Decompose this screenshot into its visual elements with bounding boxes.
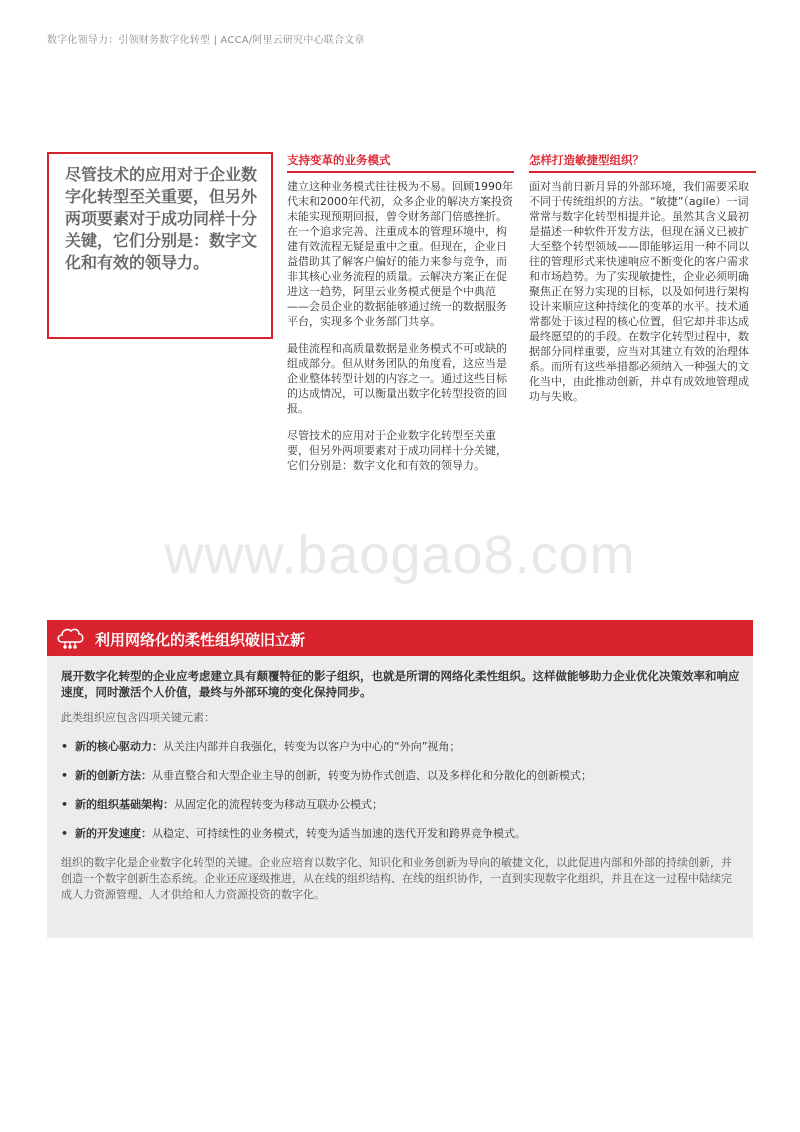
key-elements-list [61,739,741,841]
paragraph: 面对当前日新月异的外部环境，我们需要采取不同于传统组织的方法。“敏捷”（agile）一词常常与数字化转型相提并论。虽然其含义最初是描述一种软件开发方法，但现在涵义已被扩大至整个转型领域——即能够运用一种不同以往的管理形式来快速响应不断变化的客户需求和市场趋势。为了实现敏捷性，企业必须明确聚焦正在努力实现的目标，以及如何进行架构设计来顺应这种持续化的变革的水平。技术通常都处于该过程的核心位置，但它却并非达成最终愿望的的手段。在数字化转型过程中，数据部分同样重要，应当对其建立有效的治理体系。而所有这些举措都必须纳入一种强大的文化当中，由此推动创新，并卓有成效地管理成功与失败。 [529,180,749,403]
paragraph: 建立这种业务模式往往极为不易。回顾1990年代末和2000年代初，众多企业的解决方案投资未能实现预期回报，曾令财务部门倍感挫折。在一个追求完善、注重成本的管理环境中，构建有效流程无疑是重中之重。但现在，企业日益借助其了解客户偏好的能力来参与竞争，而非其核心业务流程的质量。云解决方案正在促进这一趋势，阿里云业务模式便是个中典范——会员企业的数据能够通过统一的数据服务平台，实现多个业务部门共享。 [287,180,513,328]
column-business-model [287,152,514,485]
watermark: www.baogao8.com [164,525,636,585]
column-heading: 怎样打造敏捷型组织？ [529,152,756,173]
item-text: 从垂直整合和大型企业主导的创新，转变为协作式创造、以及多样化和分散化的创新模式； [152,769,592,782]
bullet-icon: • [61,798,69,811]
list-item [61,826,741,841]
cloud-network-icon [55,625,85,651]
panel-outro: 组织的数字化是企业数字化转型的关键。企业应培育以数字化、知识化和业务创新为导向的敏捷文化，以此促进内部和外部的持续创新，并创造一个数字创新生态系统。企业还应逐级推进，从在线的组织结构、在线的组织协作，一直到实现数字化组织，并且在这一过程中陆续完成人力资源管理、人才供给和人力资源投资的数字化。 [61,856,732,901]
pullquote-text: 尽管技术的应用对于企业数字化转型至关重要，但另外两项要素对于成功同样十分关键，它们分别是：数字文化和有效的领导力。 [65,165,258,272]
list-item [61,739,741,754]
item-term: 新的开发速度： [75,827,152,840]
running-header: 数字化领导力：引领财务数字化转型 | ACCA/阿里云研究中心联合文章 [47,35,365,46]
panel-lead: 此类组织应包含四项关键元素： [61,711,215,724]
panel-intro: 展开数字化转型的企业应考虑建立具有颠覆特征的影子组织，也就是所谓的网络化柔性组织。这样做能够助力企业优化决策效率和响应速度，同时激活个人价值，最终与外部环境的变化保持同步。 [61,669,740,699]
column-agile-organization [529,152,756,416]
paragraph: 尽管技术的应用对于企业数字化转型至关重要，但另外两项要素对于成功同样十分关键，它们分别是：数字文化和有效的领导力。 [287,429,507,472]
item-term: 新的组织基础架构： [75,798,174,811]
pullquote-box [47,152,273,339]
bullet-icon: • [61,769,69,782]
column-heading: 支持变革的业务模式 [287,152,514,173]
item-term: 新的创新方法： [75,769,152,782]
bullet-icon: • [61,740,69,753]
item-text: 从关注内部并自我强化，转变为以客户为中心的“外向”视角； [163,740,461,753]
panel-title: 利用网络化的柔性组织破旧立新 [95,631,306,649]
feature-panel [47,620,753,938]
bullet-icon: • [61,827,69,840]
paragraph: 最佳流程和高质量数据是业务模式不可或缺的组成部分。但从财务团队的角度看，这应当是企业整体转型计划的内容之一。通过这些目标的达成情况，可以衡量出数字化转型投资的回报。 [287,342,507,415]
item-text: 从固定化的流程转变为移动互联办公模式； [174,798,383,811]
list-item [61,797,741,812]
item-text: 从稳定、可持续性的业务模式，转变为适当加速的迭代开发和跨界竞争模式。 [152,827,526,840]
panel-body [61,668,741,903]
item-term: 新的核心驱动力： [75,740,163,753]
panel-header [47,620,753,656]
list-item [61,768,741,783]
